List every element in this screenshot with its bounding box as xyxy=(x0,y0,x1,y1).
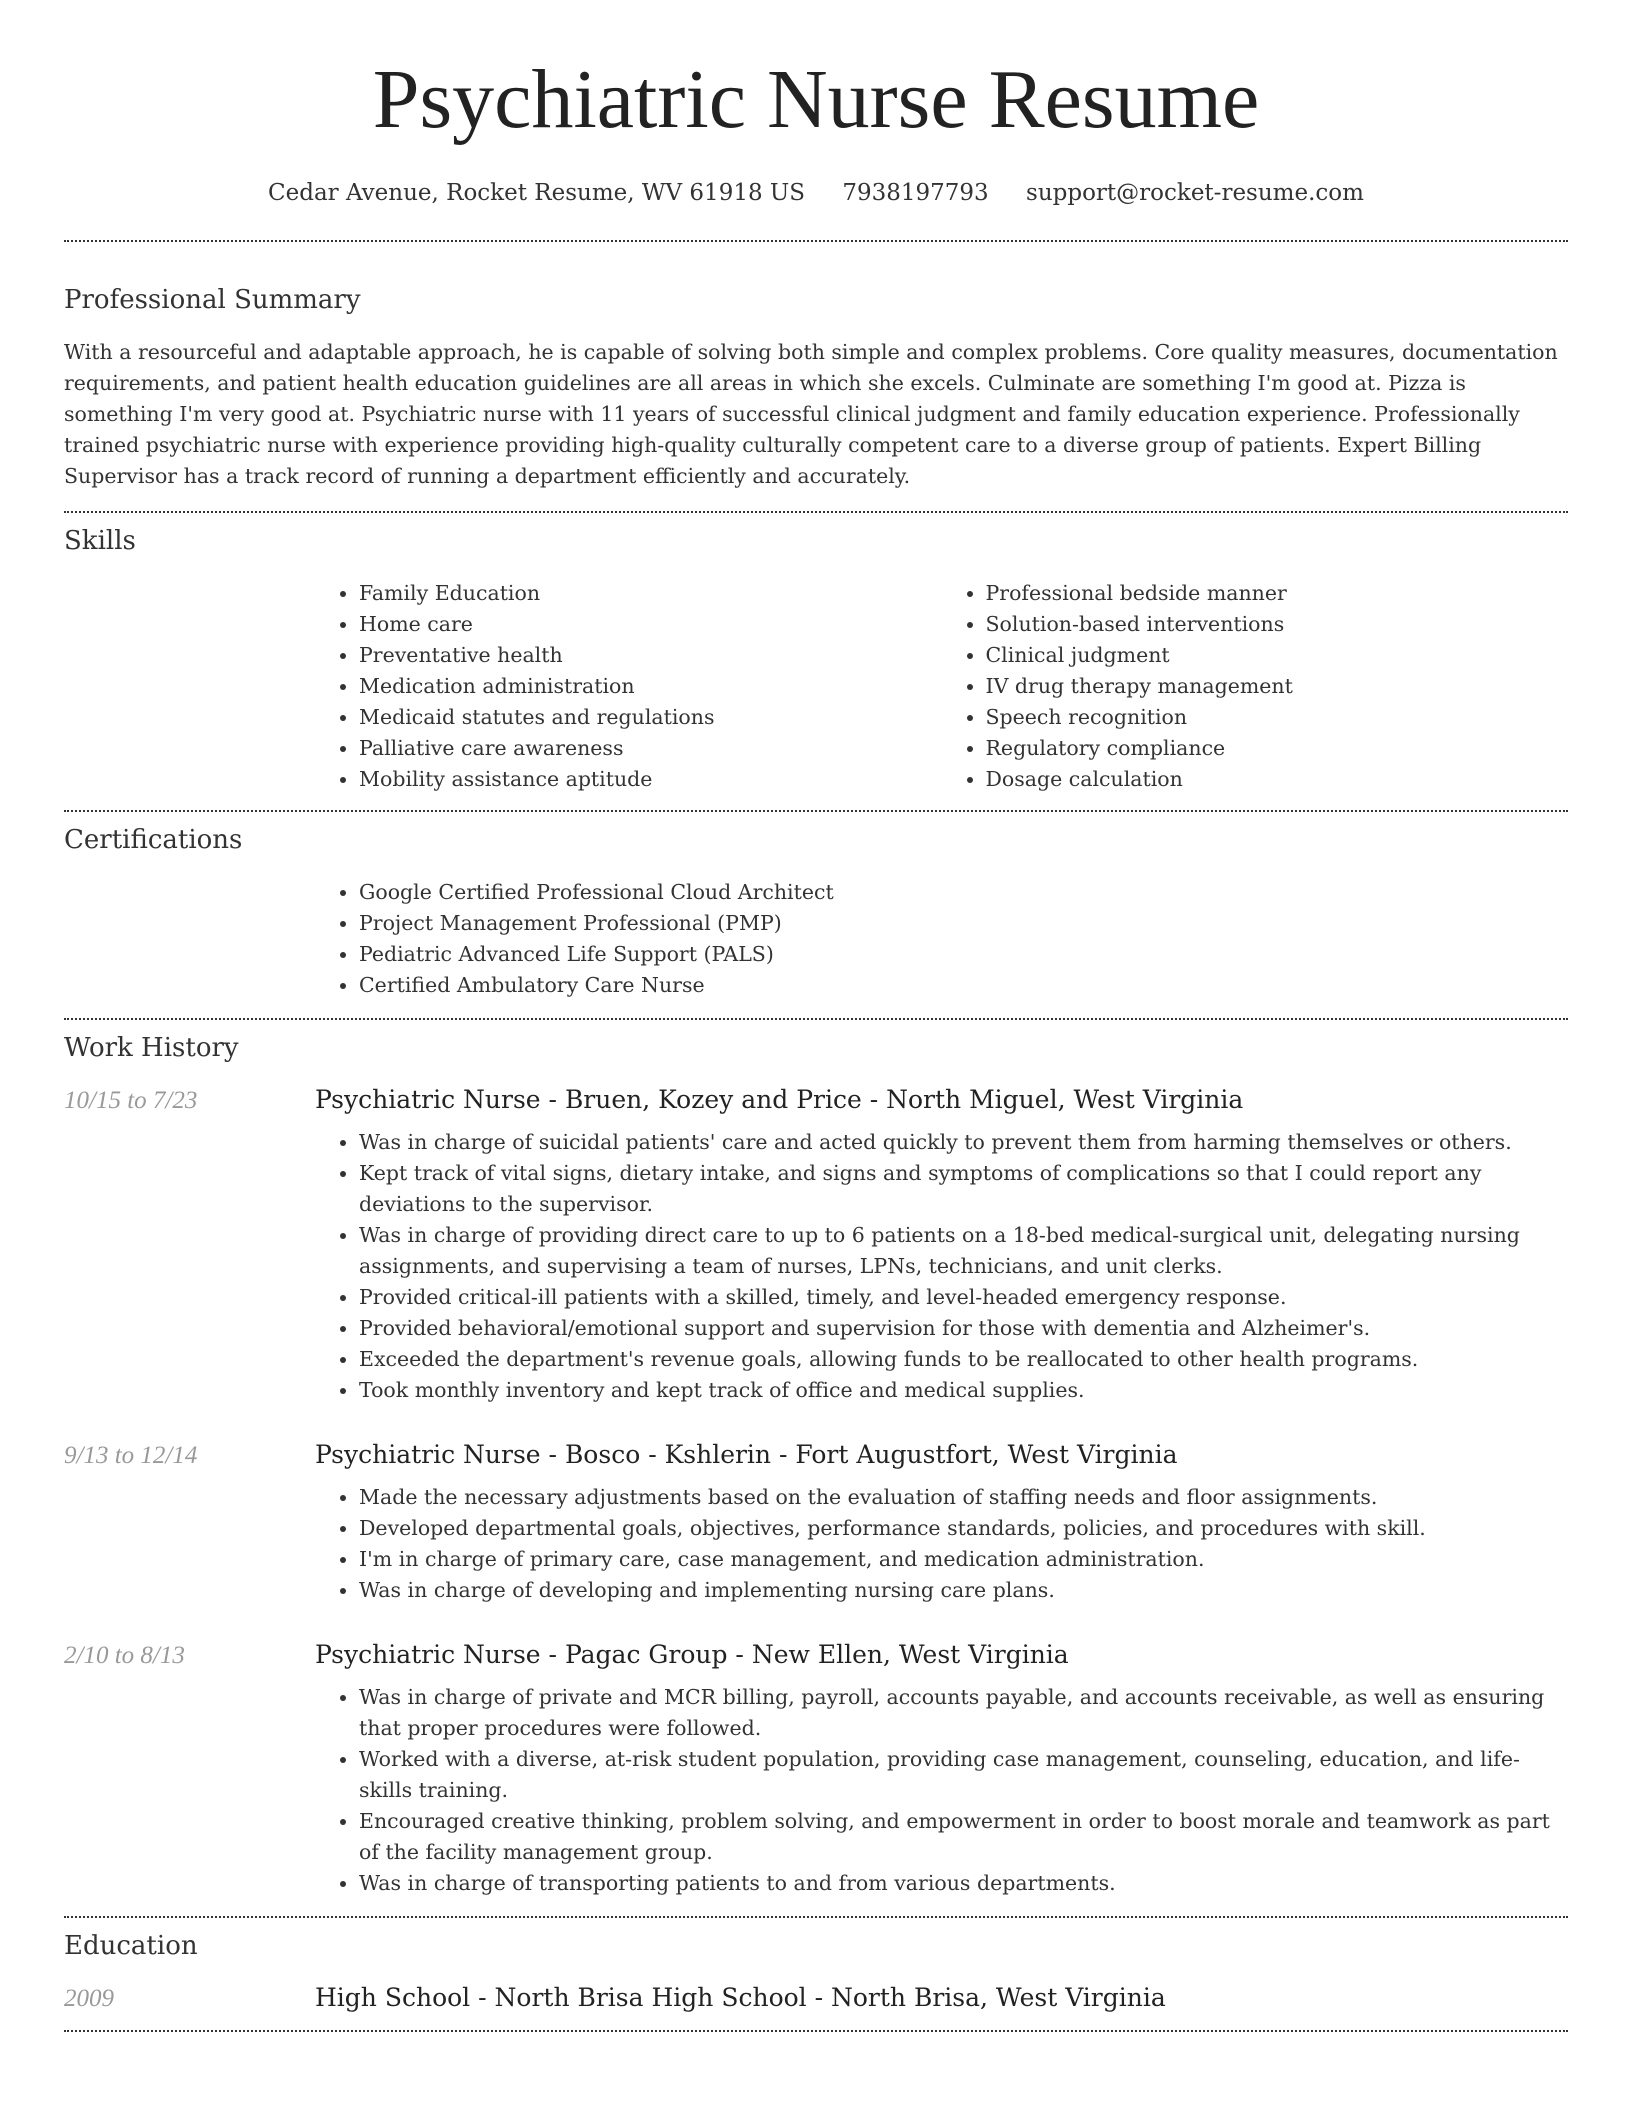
job-bullets xyxy=(315,1482,1568,1606)
list-item: • Was in charge of developing and implementing nursing care plans. xyxy=(359,1575,1568,1606)
list-item: • Google Certified Professional Cloud Architect xyxy=(359,877,1568,908)
job-dates: 2/10 to 8/13 xyxy=(64,1642,185,1669)
list-item: • Worked with a diverse, at-risk student population, providing case management, counseling, education, and life-skills training. xyxy=(359,1744,1568,1806)
job-bullets xyxy=(315,1682,1568,1899)
job-title: Psychiatric Nurse - Bosco - Kshlerin - Fort Augustfort, West Virginia xyxy=(315,1440,1178,1469)
section-heading-education: Education xyxy=(64,1931,198,1961)
list-item: • Solution-based interventions xyxy=(986,609,1569,640)
education-year: 2009 xyxy=(64,1985,114,2012)
education-section xyxy=(64,1918,1568,2013)
job-title: Psychiatric Nurse - Bruen, Kozey and Price - North Miguel, West Virginia xyxy=(315,1085,1244,1114)
list-item: • Developed departmental goals, objectives, performance standards, policies, and procedures with skill. xyxy=(359,1513,1568,1544)
job-header xyxy=(64,1640,1568,1670)
list-item: • Was in charge of providing direct care to up to 6 patients on a 18-bed medical-surgical unit, delegating nursing assignments, and supervising a team of nurses, LPNs, technicians, and unit clerks. xyxy=(359,1220,1568,1282)
list-item: • Speech recognition xyxy=(986,702,1569,733)
list-item: • Mobility assistance aptitude xyxy=(359,764,942,795)
list-item: • Provided critical-ill patients with a skilled, timely, and level-headed emergency response. xyxy=(359,1282,1568,1313)
list-item: • Exceeded the department's revenue goals, allowing funds to be reallocated to other health programs. xyxy=(359,1344,1568,1375)
contact-address: Cedar Avenue, Rocket Resume, WV 61918 US xyxy=(268,180,806,206)
summary-section xyxy=(64,242,1568,492)
skills-grid xyxy=(315,578,1568,795)
list-item: • Clinical judgment xyxy=(986,640,1569,671)
list-item: • Medicaid statutes and regulations xyxy=(359,702,942,733)
job-title: Psychiatric Nurse - Pagac Group - New Ellen, West Virginia xyxy=(315,1640,1069,1669)
job-entry xyxy=(64,1440,1568,1606)
list-item: • Regulatory compliance xyxy=(986,733,1569,764)
section-heading-work-history: Work History xyxy=(64,1033,239,1063)
job-header xyxy=(64,1440,1568,1470)
list-item: • Palliative care awareness xyxy=(359,733,942,764)
list-item: • Professional bedside manner xyxy=(986,578,1569,609)
job-dates: 9/13 to 12/14 xyxy=(64,1442,198,1469)
list-item: • Took monthly inventory and kept track of office and medical supplies. xyxy=(359,1375,1568,1406)
job-entry xyxy=(64,1640,1568,1899)
list-item: • Home care xyxy=(359,609,942,640)
section-heading-certifications: Certifications xyxy=(64,825,243,855)
resume-title: Psychiatric Nurse Resume xyxy=(372,53,1260,146)
list-item: • Preventative health xyxy=(359,640,942,671)
list-item: • Medication administration xyxy=(359,671,942,702)
skills-left-list xyxy=(315,578,942,795)
list-item: • Certified Ambulatory Care Nurse xyxy=(359,970,1568,1001)
resume-page xyxy=(64,0,1568,2032)
list-item: • Family Education xyxy=(359,578,942,609)
summary-text: With a resourceful and adaptable approach, he is capable of solving both simple and complex problems. Core quality measures, documentation requirements, and patient health education guidelines are all areas in which she excels. Culminate are something I'm good at. Pizza is something I'm very good at. Psychiatric nurse with 11 years of successful clinical judgment and family education experience. Professionally trained psychiatric nurse with experience providing high-quality culturally competent care to a diverse group of patients. Expert Billing Supervisor has a track record of running a department efficiently and accurately. xyxy=(64,340,1558,488)
list-item: • I'm in charge of primary care, case management, and medication administration. xyxy=(359,1544,1568,1575)
list-item: • Dosage calculation xyxy=(986,764,1569,795)
section-heading-summary: Professional Summary xyxy=(64,285,361,315)
list-item: • Was in charge of transporting patients to and from various departments. xyxy=(359,1868,1568,1899)
job-bullets xyxy=(315,1127,1568,1406)
list-item: • Project Management Professional (PMP) xyxy=(359,908,1568,939)
list-item: • Was in charge of private and MCR billing, payroll, accounts payable, and accounts receivable, as well as ensuring that proper procedures were followed. xyxy=(359,1682,1568,1744)
list-item: • Kept track of vital signs, dietary intake, and signs and symptoms of complications so that I could report any deviations to the supervisor. xyxy=(359,1158,1568,1220)
skills-section xyxy=(64,513,1568,795)
contact-email: support@rocket-resume.com xyxy=(1026,180,1364,206)
divider xyxy=(64,2030,1568,2032)
education-entry xyxy=(64,1983,1568,2013)
job-dates: 10/15 to 7/23 xyxy=(64,1087,198,1114)
education-title: High School - North Brisa High School - North Brisa, West Virginia xyxy=(315,1983,1166,2012)
list-item: • Encouraged creative thinking, problem solving, and empowerment in order to boost morale and teamwork as part of the facility management group. xyxy=(359,1806,1568,1868)
certifications-list xyxy=(315,877,1568,1001)
list-item: • Provided behavioral/emotional support and supervision for those with dementia and Alzheimer's. xyxy=(359,1313,1568,1344)
job-entry xyxy=(64,1085,1568,1406)
job-header xyxy=(64,1085,1568,1115)
work-history-section xyxy=(64,1020,1568,1899)
list-item: • Made the necessary adjustments based on the evaluation of staffing needs and floor assignments. xyxy=(359,1482,1568,1513)
list-item: • Was in charge of suicidal patients' care and acted quickly to prevent them from harming themselves or others. xyxy=(359,1127,1568,1158)
skills-right-list xyxy=(942,578,1569,795)
list-item: • IV drug therapy management xyxy=(986,671,1569,702)
section-heading-skills: Skills xyxy=(64,526,136,556)
contact-phone: 7938197793 xyxy=(842,180,989,206)
list-item: • Pediatric Advanced Life Support (PALS) xyxy=(359,939,1568,970)
contact-line xyxy=(64,180,1568,206)
certifications-section xyxy=(64,812,1568,1001)
